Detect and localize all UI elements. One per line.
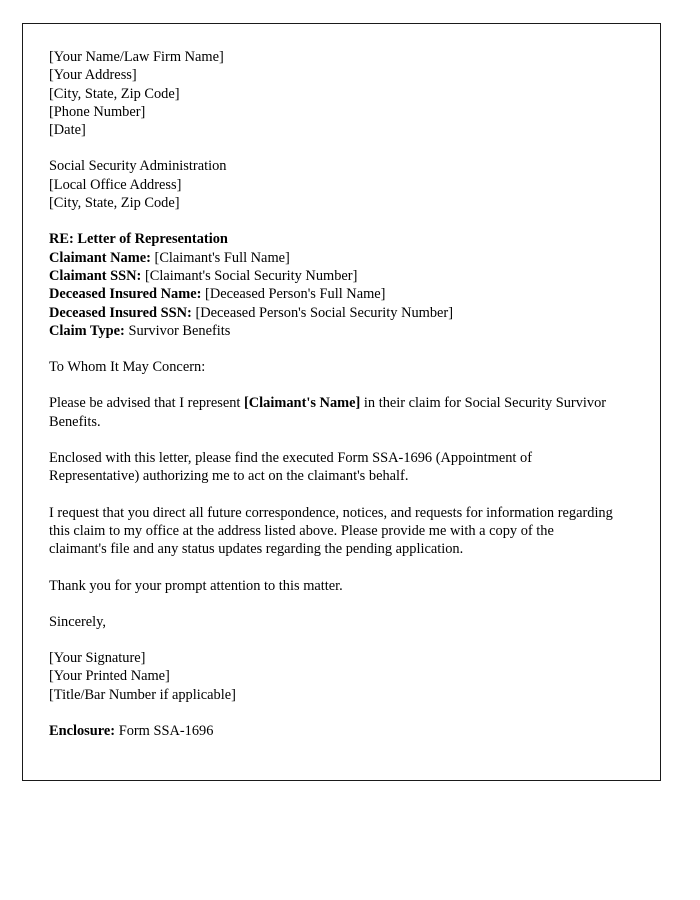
sender-line-date: [Date] xyxy=(49,122,86,139)
recipient-line-agency: Social Security Administration xyxy=(49,158,227,175)
body-p1-before: Please be advised that I represent xyxy=(49,395,244,412)
field-claimant-ssn xyxy=(49,267,615,285)
sender-line-address: [Your Address] xyxy=(49,67,137,84)
field-deceased-insured-name xyxy=(49,285,615,303)
field-deceased-insured-name-value: [Deceased Person's Full Name] xyxy=(205,286,386,303)
recipient-address-block xyxy=(49,157,615,212)
re-heading: RE: Letter of Representation xyxy=(49,231,228,248)
field-deceased-insured-ssn-label: Deceased Insured SSN: xyxy=(49,304,192,321)
body-paragraph-3: I request that you direct all future correspondence, notices, and requests for information regarding this claim to my office at the address listed above. Please provide me with a copy of the claimant's file and any status updates regarding the pending application. xyxy=(49,504,613,558)
enclosure-value: Form SSA-1696 xyxy=(115,723,214,740)
body-paragraph-1 xyxy=(49,394,615,431)
sender-address-block xyxy=(49,48,615,139)
field-claimant-name-value: [Claimant's Full Name] xyxy=(154,249,290,266)
field-claim-type-label: Claim Type: xyxy=(49,322,125,339)
sender-line-name: [Your Name/Law Firm Name] xyxy=(49,49,224,65)
body-paragraph-4: Thank you for your prompt attention to this matter. xyxy=(49,577,343,594)
body-paragraph-2: Enclosed with this letter, please find the executed Form SSA-1696 (Appointment of Representative) authorizing me to act on the claimant's behalf. xyxy=(49,450,533,485)
field-claim-type-value: Survivor Benefits xyxy=(128,322,231,339)
enclosure-line xyxy=(49,722,615,740)
sender-line-phone: [Phone Number] xyxy=(49,103,146,120)
closing: Sincerely, xyxy=(49,613,107,630)
printed-name-line: [Your Printed Name] xyxy=(49,668,170,685)
salutation: To Whom It May Concern: xyxy=(49,359,206,376)
enclosure-label: Enclosure: xyxy=(49,723,116,740)
field-deceased-insured-ssn xyxy=(49,304,615,322)
field-claimant-name xyxy=(49,249,615,267)
recipient-line-city-state-zip: [City, State, Zip Code] xyxy=(49,195,180,212)
field-deceased-insured-ssn-value: [Deceased Person's Social Security Number] xyxy=(195,304,454,321)
field-claimant-ssn-value: [Claimant's Social Security Number] xyxy=(144,267,358,284)
signature-block xyxy=(49,649,615,704)
field-claimant-ssn-label: Claimant SSN: xyxy=(49,267,142,284)
signature-line: [Your Signature] xyxy=(49,650,146,667)
title-bar-number-line: [Title/Bar Number if applicable] xyxy=(49,686,236,703)
field-claim-type xyxy=(49,322,615,340)
body-p1-after: in their claim for Social Security Survivor Benefits. xyxy=(49,395,607,430)
document-page xyxy=(22,23,661,781)
letter-body xyxy=(49,48,615,758)
recipient-line-office-address: [Local Office Address] xyxy=(49,176,182,193)
field-claimant-name-label: Claimant Name: xyxy=(49,249,151,266)
field-deceased-insured-name-label: Deceased Insured Name: xyxy=(49,286,202,303)
sender-line-city-state-zip: [City, State, Zip Code] xyxy=(49,85,180,102)
re-subject-block xyxy=(49,230,615,340)
body-p1-claimant-name: [Claimant's Name] xyxy=(244,395,361,412)
